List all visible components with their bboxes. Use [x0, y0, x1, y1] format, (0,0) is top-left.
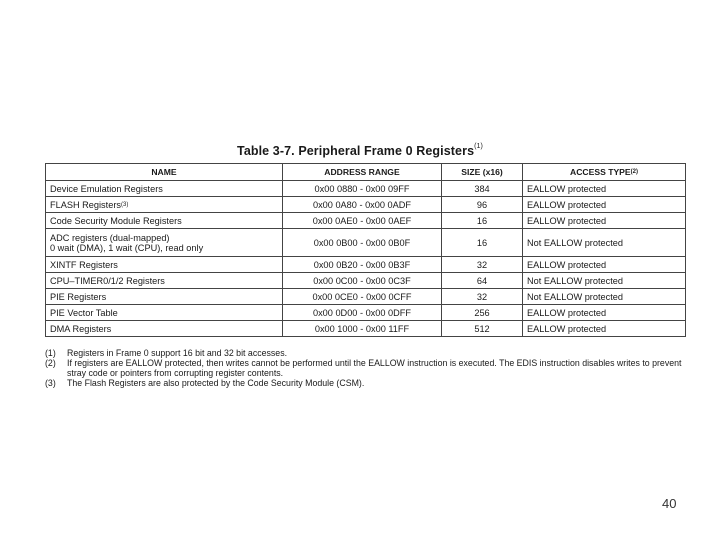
row-address: 0x00 0CE0 - 0x00 0CFF [283, 289, 442, 305]
table-row [46, 257, 686, 273]
row-access: Not EALLOW protected [523, 229, 686, 257]
row-size: 384 [442, 181, 523, 197]
row-address: 0x00 0A80 - 0x00 0ADF [283, 197, 442, 213]
row-name-line2: 0 wait (DMA), 1 wait (CPU), read only [50, 242, 204, 253]
row-name: PIE Registers [46, 289, 283, 305]
row-name: PIE Vector Table [46, 305, 283, 321]
table-row [46, 305, 686, 321]
row-name-cell [46, 197, 283, 213]
table-row [46, 321, 686, 337]
row-name: Code Security Module Registers [46, 213, 283, 229]
row-address: 0x00 0880 - 0x00 09FF [283, 181, 442, 197]
row-access: Not EALLOW protected [523, 273, 686, 289]
row-access: EALLOW protected [523, 197, 686, 213]
table-title [0, 144, 720, 158]
column-header-name: NAME [46, 164, 283, 181]
column-header-access [523, 164, 686, 181]
table-row [46, 213, 686, 229]
table-row [46, 181, 686, 197]
page-number: 40 [662, 496, 677, 511]
footnote-text: If registers are EALLOW protected, then writes cannot be performed until the EALLOW instruction is executed. The EDIS instruction disables writes to prevent stray code or pointers from corrupting register contents. [67, 358, 682, 378]
row-access: EALLOW protected [523, 181, 686, 197]
row-size: 16 [442, 229, 523, 257]
row-name: DMA Registers [46, 321, 283, 337]
footnote-number: (2) [45, 358, 56, 368]
table-title-text: Table 3-7. Peripheral Frame 0 Registers [237, 144, 475, 158]
footnote-number: (3) [45, 378, 56, 388]
row-access: EALLOW protected [523, 257, 686, 273]
row-size: 32 [442, 289, 523, 305]
row-name-cell [46, 229, 283, 257]
footnote-number: (1) [45, 348, 56, 358]
footnote-text: Registers in Frame 0 support 16 bit and 32 bit accesses. [67, 348, 288, 358]
row-name-footnote-ref: (3) [120, 201, 129, 208]
row-size: 32 [442, 257, 523, 273]
row-address: 0x00 0B00 - 0x00 0B0F [283, 229, 442, 257]
row-access: EALLOW protected [523, 305, 686, 321]
row-access: EALLOW protected [523, 213, 686, 229]
footnote [45, 348, 686, 358]
row-address: 0x00 0AE0 - 0x00 0AEF [283, 213, 442, 229]
row-size: 96 [442, 197, 523, 213]
row-address: 0x00 1000 - 0x00 11FF [283, 321, 442, 337]
row-size: 64 [442, 273, 523, 289]
row-size: 512 [442, 321, 523, 337]
row-access: EALLOW protected [523, 321, 686, 337]
row-name: ADC registers (dual-mapped) [50, 232, 170, 243]
row-name: Device Emulation Registers [46, 181, 283, 197]
row-address: 0x00 0D00 - 0x00 0DFF [283, 305, 442, 321]
row-size: 16 [442, 213, 523, 229]
column-header-address: ADDRESS RANGE [283, 164, 442, 181]
row-name: FLASH Registers [50, 199, 121, 210]
column-header-size: SIZE (x16) [442, 164, 523, 181]
table-row [46, 273, 686, 289]
row-address: 0x00 0C00 - 0x00 0C3F [283, 273, 442, 289]
table-row [46, 289, 686, 305]
row-address: 0x00 0B20 - 0x00 0B3F [283, 257, 442, 273]
row-name: CPU–TIMER0/1/2 Registers [46, 273, 283, 289]
table-title-footnote-ref: (1) [474, 143, 483, 150]
column-header-access-label: ACCESS TYPE [570, 167, 631, 177]
registers-table [45, 163, 686, 337]
row-size: 256 [442, 305, 523, 321]
footnote [45, 358, 686, 378]
table-row [46, 197, 686, 213]
table-row [46, 229, 686, 257]
row-name: XINTF Registers [46, 257, 283, 273]
table-footnotes [45, 348, 686, 388]
column-header-access-ref: (2) [630, 169, 638, 175]
footnote [45, 378, 686, 388]
footnote-text: The Flash Registers are also protected by the Code Security Module (CSM). [67, 378, 365, 388]
table-header-row [46, 164, 686, 181]
row-access: Not EALLOW protected [523, 289, 686, 305]
